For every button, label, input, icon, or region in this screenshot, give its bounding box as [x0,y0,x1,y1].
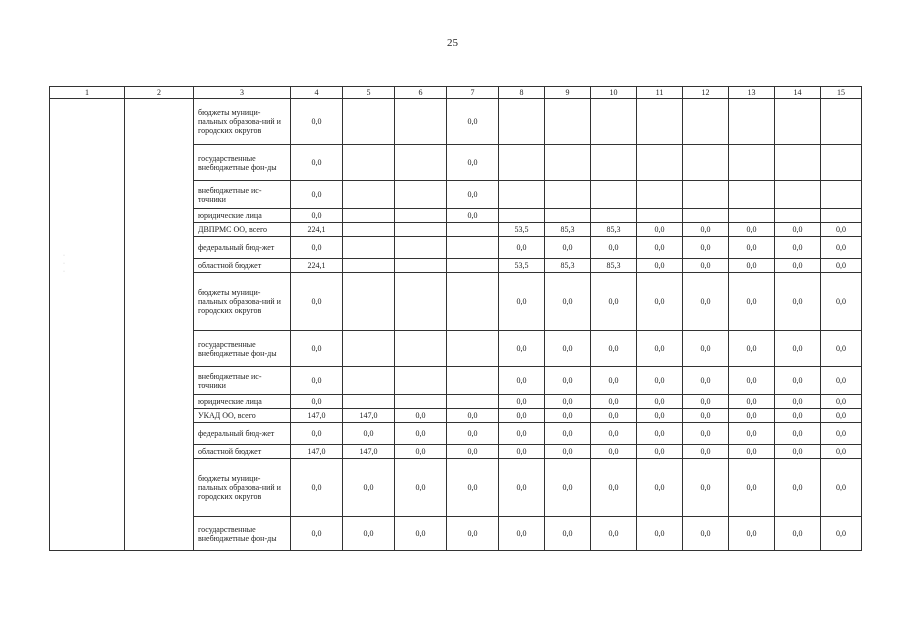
value-cell: 0,0 [821,445,862,459]
value-cell: 0,0 [545,331,591,367]
value-cell: 0,0 [775,259,821,273]
value-cell: 0,0 [637,367,683,395]
value-cell: 53,5 [499,223,545,237]
value-cell: 0,0 [395,423,447,445]
value-cell: 0,0 [683,409,729,423]
value-cell [591,209,637,223]
value-cell: 0,0 [591,423,637,445]
value-cell: 0,0 [291,237,343,259]
value-cell [683,209,729,223]
value-cell [343,145,395,181]
column-number-4: 4 [291,87,343,99]
value-cell: 0,0 [637,423,683,445]
value-cell: 0,0 [821,395,862,409]
value-cell [545,181,591,209]
value-cell: 0,0 [683,223,729,237]
column-number-3: 3 [194,87,291,99]
value-cell: 0,0 [499,517,545,551]
value-cell: 0,0 [775,237,821,259]
row-label: бюджеты муници-пальных образова-ний и городских округов [194,273,291,331]
value-cell: 0,0 [821,259,862,273]
column-number-7: 7 [447,87,499,99]
value-cell [395,395,447,409]
value-cell: 0,0 [291,273,343,331]
value-cell [343,395,395,409]
value-cell: 0,0 [291,517,343,551]
column-1-merged-cell [50,99,125,551]
value-cell [683,181,729,209]
value-cell [591,99,637,145]
value-cell: 0,0 [499,459,545,517]
value-cell: 0,0 [637,273,683,331]
value-cell: 0,0 [499,423,545,445]
row-label: федеральный бюд-жет [194,423,291,445]
value-cell: 0,0 [775,517,821,551]
value-cell: 0,0 [637,395,683,409]
value-cell: 224,1 [291,223,343,237]
value-cell: 0,0 [591,459,637,517]
row-label: внебюджетные ис-точники [194,181,291,209]
value-cell: 0,0 [499,367,545,395]
value-cell [395,145,447,181]
value-cell [775,99,821,145]
row-label: юридические лица [194,395,291,409]
value-cell [447,395,499,409]
row-label: областной бюджет [194,445,291,459]
value-cell: 0,0 [291,459,343,517]
value-cell: 0,0 [775,223,821,237]
value-cell: 0,0 [395,459,447,517]
value-cell [775,209,821,223]
value-cell [395,273,447,331]
value-cell: 0,0 [637,409,683,423]
value-cell: 0,0 [821,237,862,259]
value-cell: 0,0 [447,409,499,423]
value-cell [447,237,499,259]
value-cell: 0,0 [447,445,499,459]
value-cell: 0,0 [683,445,729,459]
value-cell [821,209,862,223]
value-cell: 0,0 [591,273,637,331]
value-cell [395,223,447,237]
value-cell: 0,0 [499,445,545,459]
value-cell [821,145,862,181]
row-label: бюджеты муници-пальных образова-ний и городских округов [194,99,291,145]
value-cell: 0,0 [291,331,343,367]
value-cell: 0,0 [545,367,591,395]
column-number-row [50,87,862,99]
value-cell: 0,0 [683,259,729,273]
value-cell: 0,0 [729,259,775,273]
value-cell [775,181,821,209]
value-cell: 0,0 [591,395,637,409]
value-cell: 147,0 [291,409,343,423]
value-cell: 0,0 [447,181,499,209]
value-cell: 0,0 [729,517,775,551]
value-cell [591,181,637,209]
value-cell: 0,0 [545,395,591,409]
column-number-9: 9 [545,87,591,99]
value-cell: 0,0 [775,331,821,367]
row-label: бюджеты муници-пальных образова-ний и городских округов [194,459,291,517]
value-cell [343,331,395,367]
row-label: ДВПРМС ОО, всего [194,223,291,237]
value-cell: 0,0 [447,423,499,445]
value-cell [821,181,862,209]
column-number-8: 8 [499,87,545,99]
value-cell: 0,0 [291,181,343,209]
value-cell [683,145,729,181]
value-cell: 0,0 [291,367,343,395]
value-cell: 0,0 [343,517,395,551]
value-cell [591,145,637,181]
value-cell: 0,0 [395,409,447,423]
value-cell [729,99,775,145]
value-cell: 0,0 [637,259,683,273]
value-cell: 0,0 [683,423,729,445]
row-label: государственные внебюджетные фон-ды [194,517,291,551]
value-cell: 0,0 [729,223,775,237]
value-cell [499,209,545,223]
value-cell: 85,3 [545,223,591,237]
value-cell: 0,0 [545,273,591,331]
row-label: федеральный бюд-жет [194,237,291,259]
value-cell: 0,0 [683,517,729,551]
value-cell: 0,0 [775,459,821,517]
value-cell [395,237,447,259]
row-label: внебюджетные ис-точники [194,367,291,395]
value-cell [395,99,447,145]
value-cell [775,145,821,181]
value-cell: 0,0 [499,273,545,331]
value-cell: 0,0 [775,395,821,409]
value-cell: 0,0 [729,331,775,367]
table-row [50,99,862,145]
value-cell [729,181,775,209]
value-cell [343,181,395,209]
value-cell [343,223,395,237]
column-2-merged-cell [125,99,194,551]
value-cell: 0,0 [821,367,862,395]
value-cell [545,99,591,145]
value-cell: 0,0 [683,459,729,517]
value-cell: 0,0 [821,273,862,331]
value-cell [637,181,683,209]
budget-table [49,86,862,551]
row-label: государственные внебюджетные фон-ды [194,145,291,181]
value-cell: 0,0 [821,409,862,423]
value-cell [343,259,395,273]
value-cell [447,367,499,395]
value-cell: 0,0 [729,367,775,395]
value-cell: 0,0 [683,237,729,259]
value-cell: 0,0 [447,209,499,223]
value-cell: 0,0 [775,273,821,331]
value-cell [395,181,447,209]
value-cell [545,209,591,223]
value-cell: 0,0 [821,223,862,237]
value-cell: 0,0 [591,331,637,367]
value-cell: 0,0 [775,409,821,423]
value-cell: 0,0 [775,367,821,395]
column-number-1: 1 [50,87,125,99]
value-cell: 0,0 [291,423,343,445]
value-cell: 0,0 [395,517,447,551]
value-cell: 0,0 [343,423,395,445]
value-cell: 0,0 [683,273,729,331]
value-cell: 0,0 [545,237,591,259]
value-cell: 0,0 [729,459,775,517]
value-cell: 0,0 [545,445,591,459]
value-cell: 0,0 [821,517,862,551]
value-cell: 0,0 [637,223,683,237]
value-cell: 0,0 [591,517,637,551]
column-number-5: 5 [343,87,395,99]
value-cell: 0,0 [729,237,775,259]
value-cell: 53,5 [499,259,545,273]
value-cell [343,237,395,259]
value-cell [447,259,499,273]
value-cell [395,209,447,223]
column-number-2: 2 [125,87,194,99]
value-cell [499,181,545,209]
value-cell: 0,0 [591,367,637,395]
value-cell: 0,0 [821,331,862,367]
value-cell [729,209,775,223]
value-cell: 0,0 [447,145,499,181]
value-cell [447,331,499,367]
value-cell: 0,0 [775,423,821,445]
column-number-14: 14 [775,87,821,99]
value-cell: 147,0 [343,409,395,423]
column-number-11: 11 [637,87,683,99]
value-cell: 0,0 [545,517,591,551]
value-cell [545,145,591,181]
value-cell: 0,0 [291,99,343,145]
value-cell: 85,3 [591,259,637,273]
value-cell [637,145,683,181]
page-number: 25 [447,37,458,49]
value-cell [637,99,683,145]
value-cell: 0,0 [591,237,637,259]
value-cell: 0,0 [395,445,447,459]
value-cell: 0,0 [545,459,591,517]
value-cell: 85,3 [591,223,637,237]
value-cell: 0,0 [291,395,343,409]
value-cell: 0,0 [591,409,637,423]
value-cell [729,145,775,181]
value-cell: 0,0 [499,331,545,367]
row-label: государственные внебюджетные фон-ды [194,331,291,367]
value-cell: 0,0 [447,517,499,551]
value-cell: 147,0 [291,445,343,459]
value-cell: 0,0 [729,409,775,423]
value-cell: 0,0 [637,445,683,459]
value-cell [499,99,545,145]
value-cell: 0,0 [343,459,395,517]
value-cell [683,99,729,145]
value-cell: 0,0 [637,237,683,259]
value-cell: 0,0 [291,209,343,223]
row-label: областной бюджет [194,259,291,273]
value-cell [395,331,447,367]
value-cell [395,367,447,395]
value-cell: 0,0 [291,145,343,181]
column-number-10: 10 [591,87,637,99]
value-cell [343,367,395,395]
value-cell [499,145,545,181]
value-cell: 0,0 [499,395,545,409]
value-cell: 0,0 [775,445,821,459]
margin-mark: · · · [63,253,65,275]
value-cell: 0,0 [821,423,862,445]
value-cell [447,223,499,237]
value-cell [637,209,683,223]
value-cell: 147,0 [343,445,395,459]
value-cell [447,273,499,331]
value-cell: 0,0 [637,331,683,367]
value-cell: 0,0 [591,445,637,459]
value-cell: 0,0 [637,517,683,551]
column-number-15: 15 [821,87,862,99]
value-cell [821,99,862,145]
column-number-13: 13 [729,87,775,99]
value-cell [395,259,447,273]
row-label: УКАД ОО, всего [194,409,291,423]
value-cell [343,99,395,145]
value-cell: 224,1 [291,259,343,273]
value-cell [343,273,395,331]
value-cell: 0,0 [729,273,775,331]
row-label: юридические лица [194,209,291,223]
value-cell: 0,0 [683,395,729,409]
value-cell: 0,0 [729,445,775,459]
value-cell [343,209,395,223]
value-cell: 0,0 [447,459,499,517]
column-number-12: 12 [683,87,729,99]
value-cell: 0,0 [683,367,729,395]
value-cell: 0,0 [545,409,591,423]
column-number-6: 6 [395,87,447,99]
value-cell: 0,0 [545,423,591,445]
value-cell: 0,0 [821,459,862,517]
value-cell: 0,0 [729,423,775,445]
value-cell: 0,0 [637,459,683,517]
value-cell: 0,0 [499,237,545,259]
value-cell: 0,0 [683,331,729,367]
value-cell: 85,3 [545,259,591,273]
value-cell: 0,0 [447,99,499,145]
value-cell: 0,0 [729,395,775,409]
value-cell: 0,0 [499,409,545,423]
